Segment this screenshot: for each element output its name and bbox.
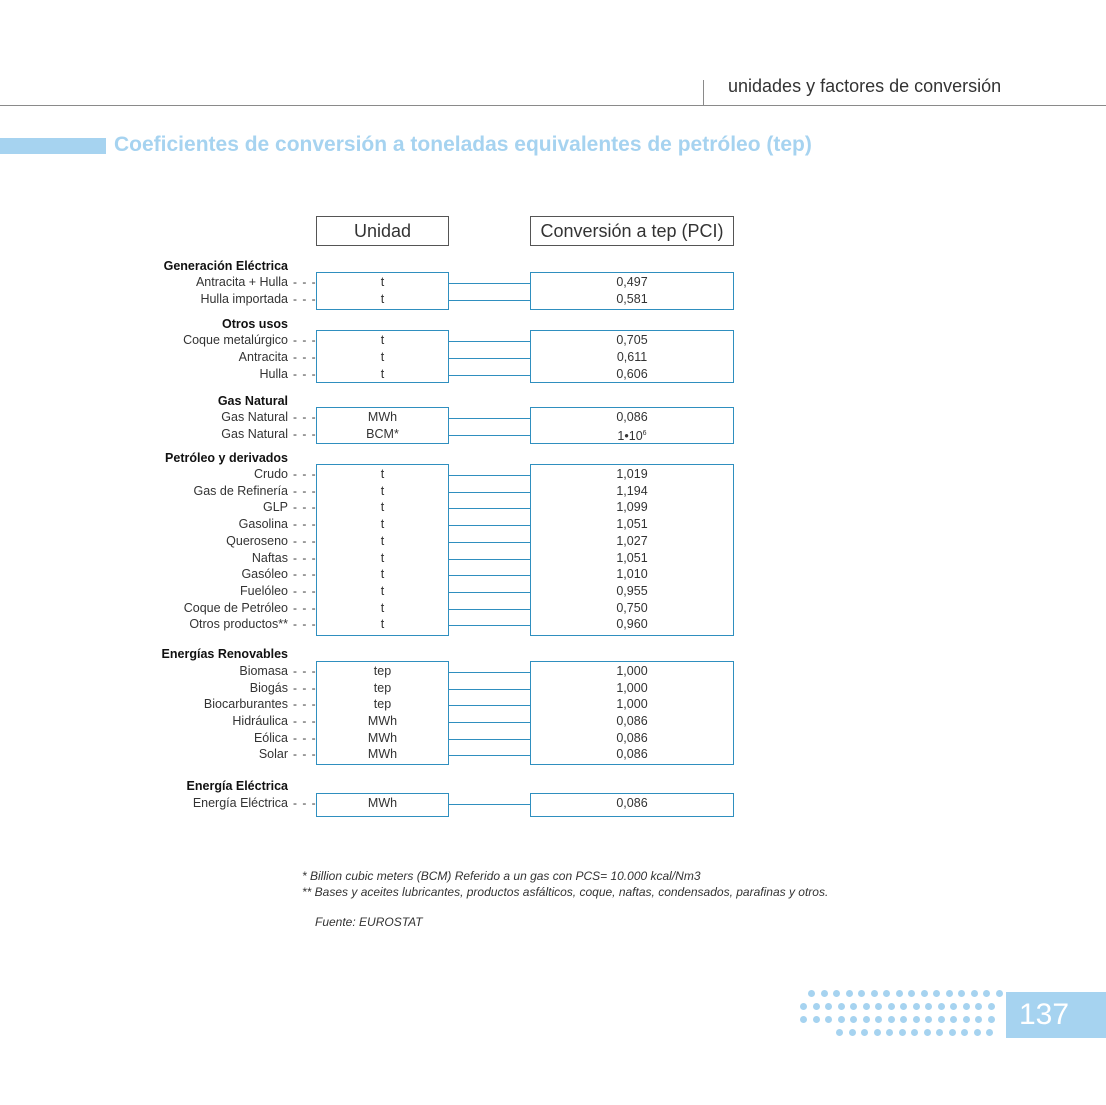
conversion-value xyxy=(530,349,734,365)
row-label: Eólica xyxy=(253,731,288,745)
decor-dot xyxy=(983,990,990,997)
connector-line xyxy=(449,575,530,576)
connector-line xyxy=(449,609,530,610)
unit-cell: tep xyxy=(373,681,392,695)
unit-cell: BCM* xyxy=(366,427,399,441)
conversion-value-text: 0,086 xyxy=(616,796,648,810)
unit-cell: t xyxy=(380,617,385,631)
decor-dot xyxy=(871,990,878,997)
decor-dot xyxy=(924,1029,931,1036)
connector-line xyxy=(449,508,530,509)
conversion-value xyxy=(530,616,734,632)
decor-dot xyxy=(908,990,915,997)
unit-cell: t xyxy=(380,601,385,615)
unit-cell: t xyxy=(380,367,385,381)
unit-cell: MWh xyxy=(367,796,398,810)
conversion-value-text: 1,051 xyxy=(616,551,648,565)
conversion-value-text: 1•10 xyxy=(617,429,643,444)
conversion-value xyxy=(530,274,734,290)
row-label: Coque metalúrgico xyxy=(183,333,288,347)
conversion-value xyxy=(530,600,734,616)
conversion-value xyxy=(530,795,734,811)
conversion-value-text: 1,099 xyxy=(616,500,648,514)
group-label: Energía Eléctrica xyxy=(186,779,288,793)
unit-cell: t xyxy=(380,500,385,514)
row-label: Antracita + Hulla xyxy=(195,275,288,289)
decor-dot xyxy=(838,1016,845,1023)
decor-dot xyxy=(949,1029,956,1036)
decor-dot xyxy=(800,1016,807,1023)
unit-cell: t xyxy=(380,534,385,548)
decor-dot xyxy=(975,1016,982,1023)
conversion-value-text: 0,086 xyxy=(616,731,648,745)
unit-cell: t xyxy=(380,292,385,306)
conversion-value-text: 0,606 xyxy=(616,367,648,381)
decor-dot xyxy=(863,1016,870,1023)
leader-dashes: - - - xyxy=(293,747,317,761)
unit-cell: t xyxy=(380,275,385,289)
conversion-value xyxy=(530,713,734,729)
connector-line xyxy=(449,375,530,376)
conversion-value-text: 1,000 xyxy=(616,681,648,695)
decor-dot xyxy=(986,1029,993,1036)
row-label: Hidráulica xyxy=(232,714,288,728)
decor-dot xyxy=(888,1003,895,1010)
decor-dot xyxy=(921,990,928,997)
decor-dot xyxy=(874,1029,881,1036)
conversion-value-text: 0,086 xyxy=(616,747,648,761)
unit-cell: t xyxy=(380,484,385,498)
conversion-value xyxy=(530,466,734,482)
decor-dot xyxy=(886,1029,893,1036)
row-label: Hulla importada xyxy=(200,292,288,306)
group-label: Gas Natural xyxy=(217,394,288,408)
page-number: 137 xyxy=(1018,998,1070,1031)
header-title: unidades y factores de conversión xyxy=(728,76,1002,96)
leader-dashes: - - - xyxy=(293,333,317,347)
unit-cell: t xyxy=(380,567,385,581)
decor-dot xyxy=(950,1003,957,1010)
footnote-bcm: * Billion cubic meters (BCM) Referido a un gas con PCS= 10.000 kcal/Nm3 xyxy=(302,869,701,883)
decor-dot xyxy=(821,990,828,997)
decor-dot xyxy=(836,1029,843,1036)
unit-cell: t xyxy=(380,467,385,481)
decor-dot xyxy=(900,1003,907,1010)
decor-dot xyxy=(971,990,978,997)
conversion-value-text: 1,194 xyxy=(616,484,648,498)
decor-dot xyxy=(863,1003,870,1010)
row-label: Solar xyxy=(258,747,288,761)
conversion-value xyxy=(530,533,734,549)
leader-dashes: - - - xyxy=(293,731,317,745)
decor-dot xyxy=(875,1016,882,1023)
conversion-value-text: 0,750 xyxy=(616,601,648,615)
decor-dot xyxy=(861,1029,868,1036)
conversion-value-text: 0,497 xyxy=(616,275,648,289)
row-label: Biogás xyxy=(249,681,288,695)
footnote-otros-productos: ** Bases y aceites lubricantes, productos asfálticos, coque, naftas, condensados, parafinas y otros. xyxy=(302,885,829,899)
conversion-value xyxy=(530,566,734,582)
source-note: Fuente: EUROSTAT xyxy=(315,915,423,929)
decor-dot xyxy=(925,1016,932,1023)
conversion-value-text: 0,705 xyxy=(616,333,648,347)
decor-dot xyxy=(988,1003,995,1010)
connector-line xyxy=(449,722,530,723)
conversion-value xyxy=(530,291,734,307)
row-label: Queroseno xyxy=(226,534,288,548)
connector-line xyxy=(449,705,530,706)
decor-dot xyxy=(996,990,1003,997)
conversion-value xyxy=(530,550,734,566)
decor-dot xyxy=(858,990,865,997)
decor-dot xyxy=(838,1003,845,1010)
row-label: Gas de Refinería xyxy=(193,484,288,498)
decor-dot xyxy=(913,1016,920,1023)
leader-dashes: - - - xyxy=(293,292,317,306)
connector-line xyxy=(449,739,530,740)
row-label: GLP xyxy=(262,500,288,514)
leader-dashes: - - - xyxy=(293,796,317,810)
unit-cell: MWh xyxy=(367,410,398,424)
decor-dot xyxy=(846,990,853,997)
decor-dot xyxy=(988,1016,995,1023)
leader-dashes: - - - xyxy=(293,534,317,548)
conversion-value-text: 0,086 xyxy=(616,714,648,728)
group-label: Otros usos xyxy=(222,317,288,331)
decor-dot xyxy=(850,1016,857,1023)
leader-dashes: - - - xyxy=(293,275,317,289)
conversion-value xyxy=(530,426,734,442)
conversion-column-header: Conversión a tep (PCI) xyxy=(530,216,734,246)
decor-dot xyxy=(958,990,965,997)
connector-line xyxy=(449,592,530,593)
row-label: Naftas xyxy=(251,551,288,565)
leader-dashes: - - - xyxy=(293,551,317,565)
leader-dashes: - - - xyxy=(293,500,317,514)
conversion-value-text: 0,581 xyxy=(616,292,648,306)
conversion-value xyxy=(530,746,734,762)
header-separator xyxy=(703,80,704,105)
decor-dot xyxy=(888,1016,895,1023)
connector-line xyxy=(449,559,530,560)
leader-dashes: - - - xyxy=(293,484,317,498)
decor-dot xyxy=(899,1029,906,1036)
row-label: Gasóleo xyxy=(241,567,288,581)
unit-cell: MWh xyxy=(367,714,398,728)
connector-line xyxy=(449,804,530,805)
decor-dot xyxy=(925,1003,932,1010)
leader-dashes: - - - xyxy=(293,697,317,711)
row-label: Crudo xyxy=(253,467,288,481)
connector-line xyxy=(449,435,530,436)
unit-cell: MWh xyxy=(367,731,398,745)
connector-line xyxy=(449,475,530,476)
connector-line xyxy=(449,418,530,419)
decor-dot xyxy=(833,990,840,997)
decor-dot xyxy=(911,1029,918,1036)
connector-line xyxy=(449,492,530,493)
decor-dot xyxy=(975,1003,982,1010)
connector-line xyxy=(449,300,530,301)
leader-dashes: - - - xyxy=(293,567,317,581)
decor-dot xyxy=(938,1003,945,1010)
decor-dot xyxy=(933,990,940,997)
leader-dashes: - - - xyxy=(293,601,317,615)
conversion-value xyxy=(530,583,734,599)
conversion-value xyxy=(530,516,734,532)
connector-line xyxy=(449,625,530,626)
row-label: Gas Natural xyxy=(221,410,288,424)
decor-dot xyxy=(913,1003,920,1010)
decor-dot xyxy=(849,1029,856,1036)
unit-cell: t xyxy=(380,350,385,364)
decor-dot xyxy=(813,1016,820,1023)
conversion-value xyxy=(530,730,734,746)
group-label: Energías Renovables xyxy=(161,647,288,661)
connector-line xyxy=(449,358,530,359)
decor-dot xyxy=(808,990,815,997)
page-title: Coeficientes de conversión a toneladas equivalentes de petróleo (tep) xyxy=(114,133,812,156)
conversion-value-text: 0,955 xyxy=(616,584,648,598)
connector-line xyxy=(449,283,530,284)
unit-cell: tep xyxy=(373,664,392,678)
unit-cell: tep xyxy=(373,697,392,711)
decor-dot xyxy=(825,1016,832,1023)
leader-dashes: - - - xyxy=(293,681,317,695)
exponent: 6 xyxy=(642,430,647,437)
conversion-value xyxy=(530,332,734,348)
row-label: Energía Eléctrica xyxy=(192,796,288,810)
connector-line xyxy=(449,672,530,673)
conversion-value-text: 1,027 xyxy=(616,534,648,548)
decor-dot xyxy=(883,990,890,997)
decor-dot xyxy=(950,1016,957,1023)
conversion-value xyxy=(530,366,734,382)
conversion-value xyxy=(530,696,734,712)
conversion-value xyxy=(530,409,734,425)
decor-dot xyxy=(875,1003,882,1010)
row-label: Hulla xyxy=(259,367,288,381)
decor-dot xyxy=(936,1029,943,1036)
conversion-value xyxy=(530,499,734,515)
leader-dashes: - - - xyxy=(293,410,317,424)
row-label: Biomasa xyxy=(239,664,288,678)
conversion-value-text: 0,960 xyxy=(616,617,648,631)
conversion-value-text: 0,086 xyxy=(616,410,648,424)
leader-dashes: - - - xyxy=(293,517,317,531)
decor-dot xyxy=(896,990,903,997)
conversion-value-text: 1,000 xyxy=(616,697,648,711)
leader-dashes: - - - xyxy=(293,367,317,381)
row-label: Gasolina xyxy=(238,517,288,531)
title-accent-bar xyxy=(0,138,106,154)
unit-cell: t xyxy=(380,517,385,531)
row-label: Fuelóleo xyxy=(240,584,288,598)
connector-line xyxy=(449,689,530,690)
row-label: Coque de Petróleo xyxy=(183,601,288,615)
decor-dot xyxy=(825,1003,832,1010)
header-rule xyxy=(0,105,1106,106)
conversion-value xyxy=(530,680,734,696)
decor-dot xyxy=(938,1016,945,1023)
group-label: Generación Eléctrica xyxy=(163,259,288,273)
leader-dashes: - - - xyxy=(293,617,317,631)
decor-dot xyxy=(850,1003,857,1010)
decor-dot xyxy=(961,1029,968,1036)
decor-dot xyxy=(963,1016,970,1023)
decor-dot xyxy=(963,1003,970,1010)
connector-line xyxy=(449,542,530,543)
decor-dot xyxy=(900,1016,907,1023)
decor-dot xyxy=(800,1003,807,1010)
connector-line xyxy=(449,525,530,526)
decor-dot xyxy=(974,1029,981,1036)
leader-dashes: - - - xyxy=(293,350,317,364)
unit-cell: MWh xyxy=(367,747,398,761)
conversion-value-text: 1,019 xyxy=(616,467,648,481)
conversion-value-text: 1,010 xyxy=(616,567,648,581)
leader-dashes: - - - xyxy=(293,467,317,481)
conversion-value-text: 1,000 xyxy=(616,664,648,678)
decor-dot xyxy=(813,1003,820,1010)
leader-dashes: - - - xyxy=(293,427,317,441)
row-label: Otros productos** xyxy=(189,617,288,631)
connector-line xyxy=(449,341,530,342)
unit-cell: t xyxy=(380,333,385,347)
conversion-value xyxy=(530,663,734,679)
unit-cell: t xyxy=(380,551,385,565)
row-label: Antracita xyxy=(238,350,288,364)
conversion-value xyxy=(530,483,734,499)
leader-dashes: - - - xyxy=(293,664,317,678)
connector-line xyxy=(449,755,530,756)
unit-column-header: Unidad xyxy=(316,216,449,246)
leader-dashes: - - - xyxy=(293,584,317,598)
row-label: Gas Natural xyxy=(221,427,288,441)
leader-dashes: - - - xyxy=(293,714,317,728)
group-label: Petróleo y derivados xyxy=(165,451,288,465)
decor-dot xyxy=(946,990,953,997)
row-label: Biocarburantes xyxy=(203,697,288,711)
unit-cell: t xyxy=(380,584,385,598)
conversion-value-text: 0,611 xyxy=(616,350,648,364)
conversion-value-text: 1,051 xyxy=(616,517,648,531)
